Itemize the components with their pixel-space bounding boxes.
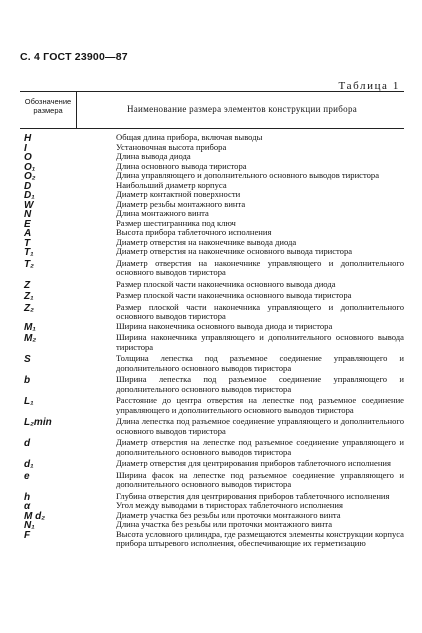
dimension-symbol: L₂min <box>24 417 52 428</box>
table-row <box>20 322 404 332</box>
dimension-symbol: T₂ <box>24 258 34 270</box>
dimension-symbol: M d₂ <box>24 510 46 522</box>
dimension-description: Высота условного цилиндра, где размещаются элементы конструкции корпуса прибора штыревого исполнения, обеспечивающие их герметизацию <box>116 528 404 548</box>
dimension-description: Размер плоской части наконечника управляющего и дополнительного основного выводов тиристора <box>116 301 404 321</box>
dimension-symbol: D₁ <box>24 190 35 201</box>
table-row <box>20 143 404 153</box>
table-row <box>20 200 404 210</box>
dimension-symbol: α <box>24 501 31 512</box>
dimension-description: Диаметр отверстия на наконечнике управляющего и дополнительного основного выводов тиристора <box>116 257 404 277</box>
table-body <box>20 133 404 549</box>
dimension-symbol: H <box>24 133 32 144</box>
table-top-rule <box>20 91 404 92</box>
dimension-symbol: b <box>24 375 31 386</box>
table-header-rule <box>20 128 404 129</box>
dimension-description: Размер плоской части наконечника основного вывода диода <box>116 278 336 289</box>
dimension-description: Длина управляющего и дополнительного основного выводов тиристора <box>116 170 380 180</box>
dimension-symbol: E <box>24 218 31 230</box>
dimension-description: Размер шестигранника под ключ <box>116 217 236 228</box>
table-row <box>20 259 404 278</box>
column-header-symbol: Обозначение размера <box>24 97 72 115</box>
dimension-symbol: Z₁ <box>24 291 34 302</box>
dimension-description: Высота прибора таблеточного исполнения <box>116 227 272 237</box>
dimension-description: Глубина отверстия для центрирования приборов таблеточного исполнения <box>116 490 390 501</box>
dimension-description: Толщина лепестка под разъемное соединение управляющего и дополнительного основного выводов тиристора <box>116 353 404 373</box>
dimension-symbol: d <box>24 438 31 449</box>
dimension-description: Диаметр отверстия на наконечнике вывода диода <box>116 236 297 247</box>
dimension-description: Длина лепестка под разъемное соединение управляющего и дополнительного основного выводов тиристора <box>116 416 404 436</box>
dimension-description: Диаметр участка без резьбы или проточки монтажного винта <box>116 509 341 520</box>
table-row <box>20 303 404 322</box>
table-row <box>20 375 404 394</box>
dimension-description: Наибольший диаметр корпуса <box>116 179 227 190</box>
table-row <box>20 291 404 301</box>
dimension-symbol: W <box>24 199 34 211</box>
dimension-description: Ширина фасок на лепестке под разъемное соединение управляющего и дополнительного основного выводов тиристора <box>116 469 404 489</box>
table-row <box>20 471 404 490</box>
dimension-description: Ширина лепестка под разъемное соединение управляющего и дополнительного основного выводов тиристора <box>116 374 404 394</box>
dimension-description: Диаметр отверстия на наконечнике основного вывода тиристора <box>116 246 353 256</box>
dimension-symbol: d₁ <box>24 459 34 470</box>
table-row <box>20 247 404 257</box>
table-row <box>20 280 404 290</box>
table-row <box>20 396 404 415</box>
dimension-description: Длина вывода диода <box>116 151 191 161</box>
dimension-symbol: D <box>24 180 32 192</box>
dimension-description: Диаметр контактной поверхности <box>116 189 241 199</box>
dimension-description: Ширина наконечника основного вывода диода и тиристора <box>116 320 333 331</box>
page-header: С. 4 ГОСТ 23900—87 <box>20 51 128 63</box>
dimension-description: Ширина наконечника управляющего и дополнительного основного вывода тиристора <box>116 332 404 352</box>
dimension-symbol: T <box>24 237 31 249</box>
dimension-symbol: N <box>24 209 32 220</box>
dimension-description: Длина монтажного винта <box>116 208 209 218</box>
table-row <box>20 354 404 373</box>
dimension-symbol: O₁ <box>24 161 36 173</box>
table-row <box>20 417 404 436</box>
dimension-description: Длина основного вывода тиристора <box>116 160 247 171</box>
dimension-description: Расстояние до центра отверстия на лепестке под разъемное соединение управляющего и дополнительного основного выводов тиристора <box>116 395 404 415</box>
table-header-divider <box>76 92 77 128</box>
dimension-description: Общая длина прибора, включая выводы <box>116 132 263 142</box>
dimension-symbol: Z <box>24 279 31 291</box>
dimension-symbol: T₁ <box>24 247 34 258</box>
dimension-symbol: M₂ <box>24 333 37 344</box>
table-row <box>20 438 404 457</box>
dimension-description: Установочная высота прибора <box>116 141 227 152</box>
table-title: Таблица 1 <box>338 80 400 92</box>
dimension-symbol: h <box>24 491 31 503</box>
table-row <box>20 459 404 469</box>
dimension-symbol: M₁ <box>24 321 36 333</box>
dimension-description: Угол между выводами в тиристорах таблеточного исполнения <box>116 500 343 510</box>
dimension-symbol: O₂ <box>24 171 36 182</box>
dimension-symbol: e <box>24 470 30 482</box>
dimension-description: Диаметр отверстия для центрирования приборов таблеточного исполнения <box>116 458 391 468</box>
dimension-symbol: A <box>24 228 32 239</box>
dimension-symbol: S <box>24 354 31 365</box>
table-row <box>20 333 404 352</box>
dimension-symbol: L₁ <box>24 396 34 407</box>
dimension-symbol: O <box>24 152 32 163</box>
dimension-symbol: N₁ <box>24 520 35 531</box>
table-row <box>20 530 404 549</box>
dimension-symbol: F <box>24 529 31 541</box>
dimension-description: Диаметр отверстия на лепестке под разъемное соединение управляющего и дополнительного основного выводов тиристора <box>116 437 404 457</box>
dimension-description: Диаметр резьбы монтажного винта <box>116 198 246 209</box>
column-header-description: Наименование размера элементов конструкции прибора <box>126 104 358 114</box>
dimension-description: Размер плоской части наконечника основного вывода тиристора <box>116 290 352 300</box>
dimension-symbol: I <box>24 142 27 154</box>
dimension-description: Длина участка без резьбы или проточки монтажного винта <box>116 519 333 529</box>
dimension-symbol: Z₂ <box>24 302 34 314</box>
